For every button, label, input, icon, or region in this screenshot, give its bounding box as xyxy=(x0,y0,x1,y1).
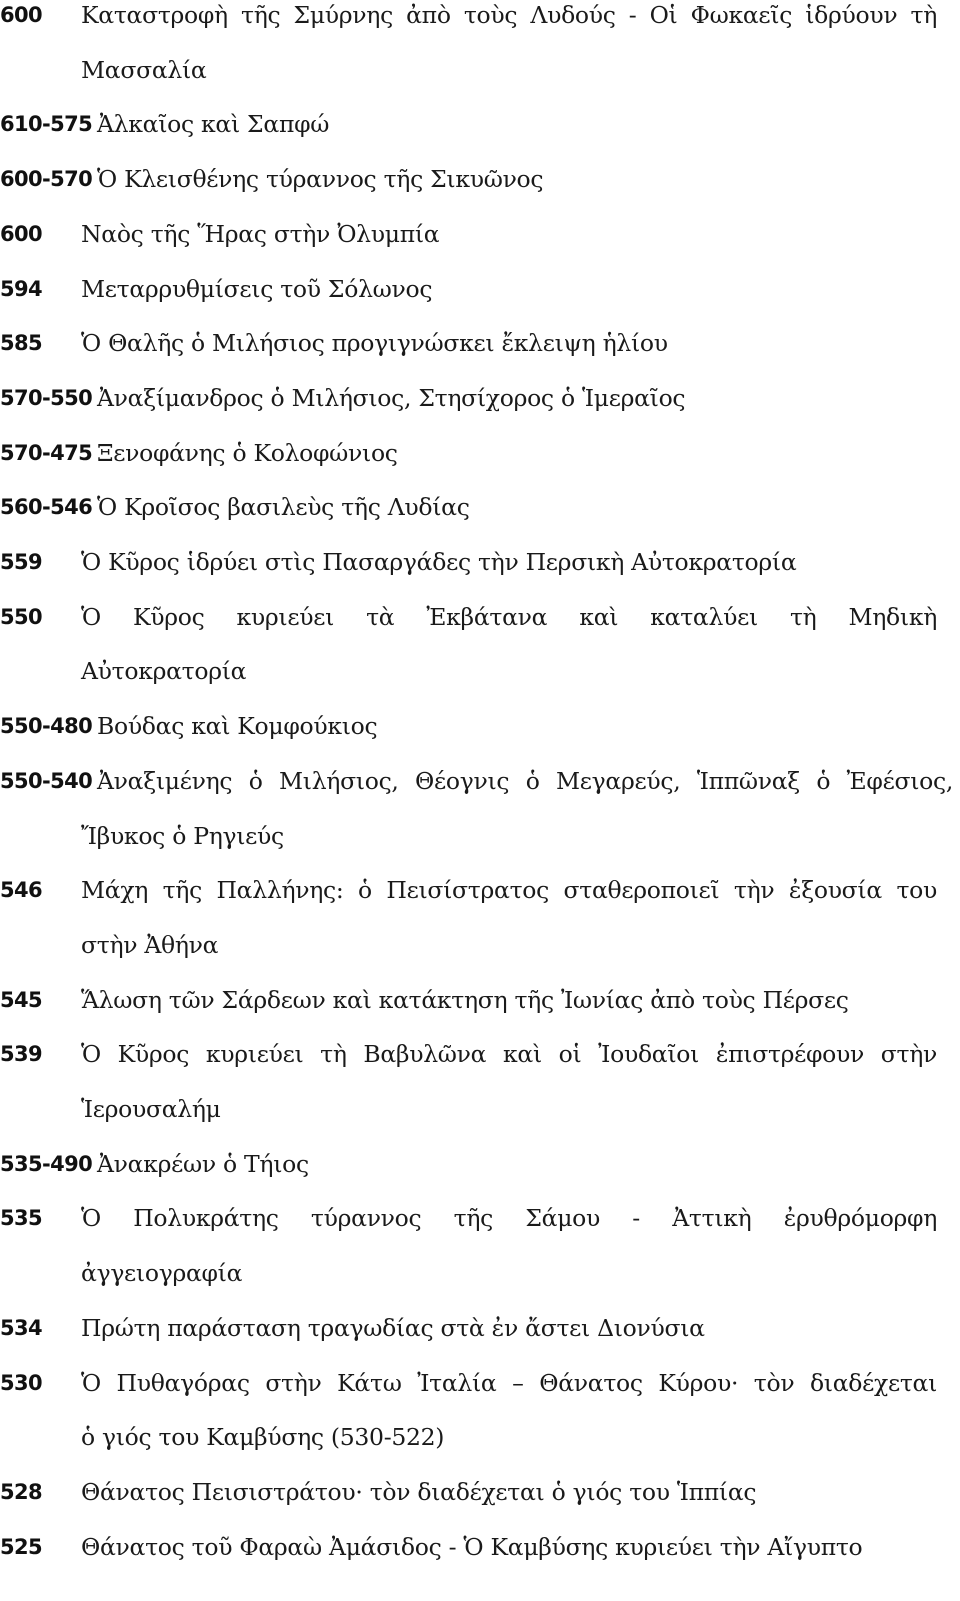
entry-text: Μεταρρυθμίσεις τοῦ Σόλωνος xyxy=(81,274,433,303)
entry-year: 570-550 xyxy=(0,385,93,410)
entry-text: Ἀνακρέων ὁ Τήιος xyxy=(97,1149,309,1178)
entry-continuation-line xyxy=(0,819,960,853)
entry-continuation-line xyxy=(0,928,960,962)
entry-line xyxy=(0,381,960,415)
entry-line xyxy=(0,983,960,1017)
entry-line xyxy=(0,1475,960,1509)
entry-line xyxy=(0,0,960,32)
entry-year: 535 xyxy=(0,1206,43,1231)
entry-text: Ξενοφάνης ὁ Κολοφώνιος xyxy=(97,438,398,467)
entry-year: 530 xyxy=(0,1370,43,1395)
entry-year: 594 xyxy=(0,276,43,301)
entry-text: Θάνατος τοῦ Φαραὼ Ἀμάσιδος - Ὁ Καμβύσης κυριεύει τὴν Αἴγυπτο xyxy=(81,1532,863,1561)
entry-text: Ὁ Πολυκράτης τύραννος τῆς Σάμου - Ἀττικὴ ἐρυθρόμορφη xyxy=(81,1204,937,1233)
entry-text: Πρώτη παράσταση τραγωδίας στὰ ἐν ἄστει Διονύσια xyxy=(81,1313,705,1342)
entry-line xyxy=(0,162,960,196)
entry-text-continuation: Μασσαλία xyxy=(81,55,207,84)
entry-line xyxy=(0,217,960,251)
entry-line xyxy=(0,107,960,141)
entry-continuation-line xyxy=(0,1256,960,1290)
entry-text: Καταστροφὴ τῆς Σμύρνης ἀπὸ τοὺς Λυδούς - Οἱ Φωκαεῖς ἱδρύουν τὴ xyxy=(81,1,937,29)
entry-line xyxy=(0,1037,960,1071)
entry-text-continuation: Αὐτοκρατορία xyxy=(81,657,247,686)
entry-line xyxy=(0,600,960,634)
entry-text: Ὁ Κῦρος ἱδρύει στὶς Πασαργάδες τὴν Περσικὴ Αὐτοκρατορία xyxy=(81,548,797,576)
entry-text: Βούδας καὶ Κομφούκιος xyxy=(97,712,378,741)
entry-text-continuation: ὁ γιός του Καμβύσης (530-522) xyxy=(81,1423,445,1452)
entry-text: Ὁ Πυθαγόρας στὴν Κάτω Ἰταλία – Θάνατος Κύρου· τὸν διαδέχεται xyxy=(81,1368,937,1397)
entry-year: 546 xyxy=(0,878,43,903)
entry-year: 585 xyxy=(0,331,43,356)
entry-continuation-line xyxy=(0,53,960,87)
entry-continuation-line xyxy=(0,1420,960,1454)
entry-year: 600-570 xyxy=(0,167,93,192)
entry-text: Θάνατος Πεισιστράτου· τὸν διαδέχεται ὁ γιός του Ἱππίας xyxy=(81,1477,757,1506)
entry-line xyxy=(0,436,960,470)
entry-line xyxy=(0,1201,960,1235)
entry-text: Ὁ Κῦρος κυριεύει τὰ Ἐκβάτανα καὶ καταλύει τὴ Μηδικὴ xyxy=(81,602,937,631)
entry-year: 550 xyxy=(0,604,43,629)
entry-year: 525 xyxy=(0,1534,43,1559)
entry-line xyxy=(0,545,960,579)
entry-text: Ὁ Κλεισθένης τύραννος τῆς Σικυῶνος xyxy=(97,165,544,194)
entry-line xyxy=(0,1530,960,1564)
entry-year: 570-475 xyxy=(0,440,93,465)
entry-text-continuation: στὴν Ἀθήνα xyxy=(81,930,219,959)
entry-year: 600 xyxy=(0,3,43,27)
entry-line xyxy=(0,764,960,798)
entry-text: Ἀναξιμένης ὁ Μιλήσιος, Θέογνις ὁ Μεγαρεύς, Ἱππῶναξ ὁ Ἐφέσιος, xyxy=(97,766,953,795)
entry-text: Ὁ Θαλῆς ὁ Μιλήσιος προγιγνώσκει ἔκλειψη ἡλίου xyxy=(81,329,668,358)
entry-continuation-line xyxy=(0,654,960,688)
entry-text-continuation: Ἱερουσαλήμ xyxy=(81,1095,221,1123)
entry-continuation-line xyxy=(0,1092,960,1126)
entry-line xyxy=(0,1366,960,1400)
entry-year: 560-546 xyxy=(0,495,93,520)
entry-year: 610-575 xyxy=(0,112,93,137)
entry-year: 539 xyxy=(0,1042,43,1067)
entry-line xyxy=(0,326,960,360)
entry-text: Ὁ Κροῖσος βασιλεὺς τῆς Λυδίας xyxy=(97,493,470,522)
entry-year: 545 xyxy=(0,987,43,1012)
entry-text: Μάχη τῆς Παλλήνης: ὁ Πεισίστρατος σταθεροποιεῖ τὴν ἐξουσία του xyxy=(81,876,937,905)
entry-text-continuation: Ἴβυκος ὁ Ρηγιεύς xyxy=(81,821,284,850)
entry-year: 559 xyxy=(0,550,43,574)
entry-line xyxy=(0,1147,960,1181)
entry-text: Ἅλωση τῶν Σάρδεων καὶ κατάκτηση τῆς Ἰωνίας ἀπὸ τοὺς Πέρσες xyxy=(81,985,849,1014)
entry-line xyxy=(0,709,960,743)
entry-year: 550-540 xyxy=(0,768,93,793)
entry-year: 528 xyxy=(0,1479,43,1504)
entry-line xyxy=(0,1311,960,1345)
entry-text-continuation: ἀγγειογραφία xyxy=(81,1259,243,1288)
entry-year: 535-490 xyxy=(0,1151,93,1176)
entry-line xyxy=(0,490,960,524)
entry-line xyxy=(0,272,960,306)
entry-year: 534 xyxy=(0,1315,43,1340)
entry-year: 550-480 xyxy=(0,714,93,739)
entry-text: Ἀλκαῖος καὶ Σαπφώ xyxy=(97,110,330,139)
entry-line xyxy=(0,873,960,907)
entry-text: Ἀναξίμανδρος ὁ Μιλήσιος, Στησίχορος ὁ Ἱμεραῖος xyxy=(97,383,686,412)
entry-text: Ναὸς τῆς Ἥρας στὴν Ὀλυμπία xyxy=(81,219,440,248)
entry-text: Ὁ Κῦρος κυριεύει τὴ Βαβυλῶνα καὶ οἱ Ἰουδαῖοι ἐπιστρέφουν στὴν xyxy=(81,1040,937,1069)
entry-year: 600 xyxy=(0,221,43,246)
